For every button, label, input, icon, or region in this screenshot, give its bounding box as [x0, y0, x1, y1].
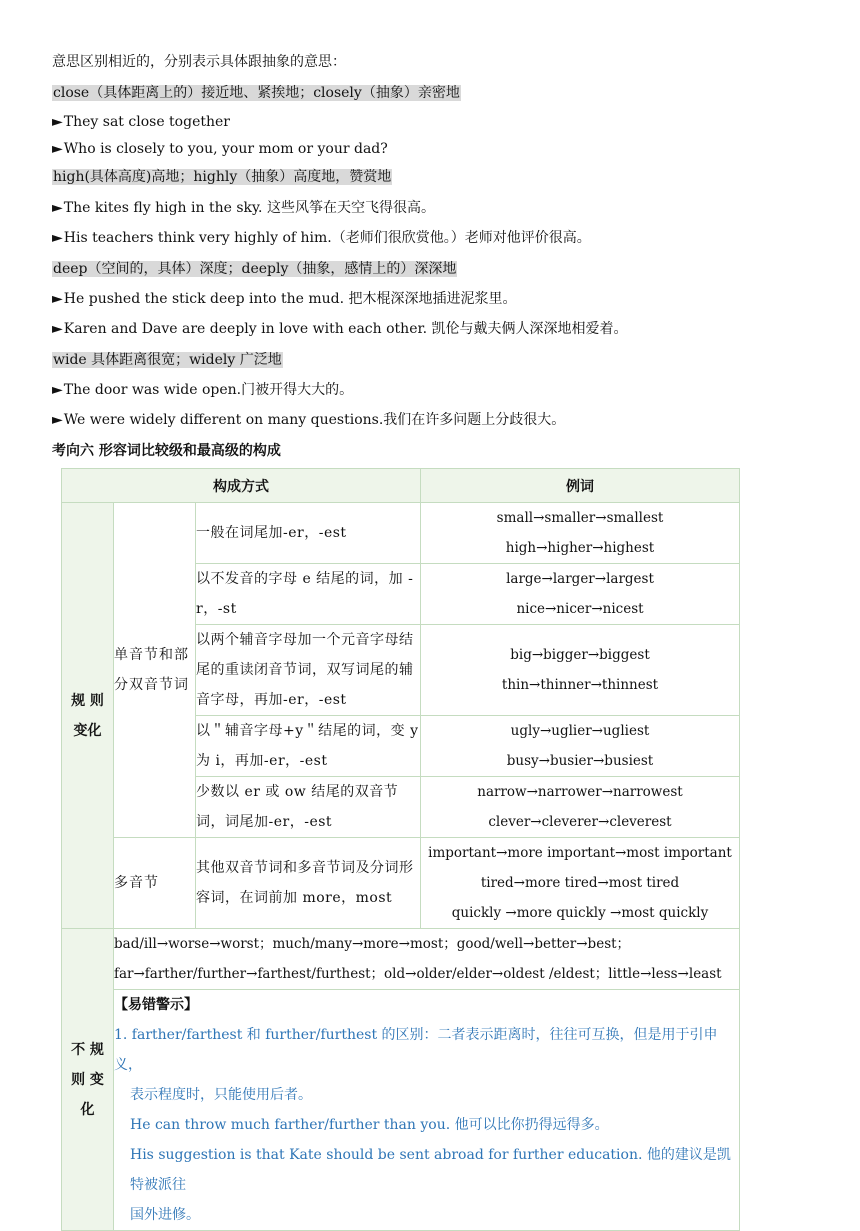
close-example-2-text: Who is closely to you, your mom or your dad?: [63, 141, 388, 157]
close-closely-highlight: close（具体距离上的）接近地、紧挨地；closely（抽象）亲密地: [53, 85, 460, 101]
warning-example-cont: 国外进修。: [130, 1207, 200, 1223]
rule-cell: 以＂辅音字母+y＂结尾的词，变 y 为 i，再加-er，-est: [196, 716, 421, 777]
table-row: [62, 990, 740, 1231]
bullet-icon: ►: [52, 141, 63, 157]
example-cell: [421, 777, 740, 838]
wide-example-2: [52, 409, 565, 431]
header-example: 例词: [421, 469, 740, 503]
deep-deeply-heading: [52, 258, 457, 280]
high-highly-heading: [52, 166, 392, 188]
close-example-1: [52, 111, 230, 133]
irregular-forms: [114, 929, 740, 990]
high-highly-highlight: high(具体高度)高地；highly（抽象）高度地，赞赏地: [53, 169, 392, 185]
warning-point: 1. farther/farthest 和 further/furthest 的区别：二者表示距离时，往往可互换，但是用于引申义，: [114, 1027, 718, 1073]
example-cell: [421, 625, 740, 716]
example-cell: [421, 716, 740, 777]
table-row: [62, 838, 740, 929]
example-line: tired→more tired→most tired: [480, 875, 680, 891]
example-line: thin→thinner→thinnest: [501, 677, 659, 693]
example-cell: [421, 564, 740, 625]
bullet-icon: ►: [52, 114, 63, 130]
close-example-1-text: They sat close together: [63, 114, 230, 130]
high-example-2: [52, 227, 591, 249]
warning-example: His suggestion is that Kate should be sent abroad for further education. 他的建议是凯特被派往: [130, 1147, 731, 1193]
rule-cell: 一般在词尾加-er，-est: [196, 503, 421, 564]
deep-example-1: [52, 288, 517, 310]
example-cell: [421, 838, 740, 929]
monosyllable-label: 单音节和部分双音节词: [114, 503, 196, 838]
irregular-line: bad/ill→worse→worst；much/many→more→most；good/well→better→best；: [114, 936, 631, 952]
high-example-1-text: The kites fly high in the sky. 这些风筝在天空飞得很高。: [63, 200, 435, 216]
regular-label: [62, 503, 114, 929]
regular-label-text: 规 则 变化: [71, 692, 104, 739]
header-method: 构成方式: [62, 469, 421, 503]
example-line: quickly →more quickly →most quickly: [451, 905, 709, 921]
example-line: large→larger→largest: [506, 571, 654, 587]
deep-deeply-highlight: deep（空间的，具体）深度；deeply（抽象，感情上的）深深地: [53, 261, 457, 277]
warning-point-cont: 表示程度时，只能使用后者。: [130, 1087, 312, 1103]
irregular-line: far→farther/further→farthest/furthest；old→older/elder→oldest /eldest；little→less→least: [114, 966, 722, 982]
example-line: important→more important→most important: [428, 845, 732, 861]
wide-example-1: [52, 379, 353, 401]
example-line: nice→nicer→nicest: [516, 601, 644, 617]
wide-example-1-text: The door was wide open.门被开得大大的。: [63, 382, 354, 398]
rule-cell: 以不发音的字母 e 结尾的词，加 -r，-st: [196, 564, 421, 625]
example-line: high→higher→highest: [505, 540, 655, 556]
rule-cell: 以两个辅音字母加一个元音字母结尾的重读闭音节词，双写词尾的辅音字母，再加-er，-est: [196, 625, 421, 716]
example-line: narrow→narrower→narrowest: [477, 784, 683, 800]
warning-example: He can throw much farther/further than you. 他可以比你扔得远得多。: [130, 1117, 609, 1133]
intro-text: 意思区别相近的，分别表示具体跟抽象的意思：: [52, 54, 346, 70]
bullet-icon: ►: [52, 321, 63, 337]
bullet-icon: ►: [52, 230, 63, 246]
irregular-label-text: 不 规 则 变 化: [71, 1041, 104, 1118]
rule-cell: 其他双音节词和多音节词及分词形容词，在词前加 more，most: [196, 838, 421, 929]
comparison-table: [61, 468, 740, 1231]
high-example-2-text: His teachers think very highly of him.（老师们很欣赏他。）老师对他评价很高。: [63, 230, 591, 246]
irregular-label: [62, 929, 114, 1231]
bullet-icon: ►: [52, 200, 63, 216]
example-line: small→smaller→smallest: [496, 510, 664, 526]
wide-widely-highlight: wide 具体距离很宽；widely 广泛地: [53, 352, 282, 368]
bullet-icon: ►: [52, 412, 63, 428]
bullet-icon: ►: [52, 382, 63, 398]
table-row: [62, 929, 740, 990]
example-line: clever→cleverer→cleverest: [488, 814, 672, 830]
warning-box: [114, 990, 740, 1231]
bullet-icon: ►: [52, 291, 63, 307]
example-line: ugly→uglier→ugliest: [510, 723, 650, 739]
deep-example-1-text: He pushed the stick deep into the mud. 把木棍深深地插进泥浆里。: [63, 291, 517, 307]
wide-widely-heading: [52, 349, 283, 371]
close-closely-heading: [52, 82, 461, 104]
high-example-1: [52, 197, 435, 219]
wide-example-2-text: We were widely different on many questions.我们在许多问题上分歧很大。: [63, 412, 566, 428]
table-header-row: [62, 469, 740, 503]
rule-cell: 少数以 er 或 ow 结尾的双音节词，词尾加-er，-est: [196, 777, 421, 838]
table-row: [62, 503, 740, 564]
polysyllable-label: 多音节: [114, 838, 196, 929]
deep-example-2: [52, 318, 628, 340]
close-example-2: [52, 138, 388, 160]
example-cell: [421, 503, 740, 564]
example-line: big→bigger→biggest: [510, 647, 650, 663]
example-line: busy→busier→busiest: [506, 753, 654, 769]
section-title: 考向六 形容词比较级和最高级的构成: [52, 443, 281, 459]
deep-example-2-text: Karen and Dave are deeply in love with each other. 凯伦与戴夫俩人深深地相爱着。: [63, 321, 628, 337]
warning-title: 【易错警示】: [114, 997, 198, 1013]
